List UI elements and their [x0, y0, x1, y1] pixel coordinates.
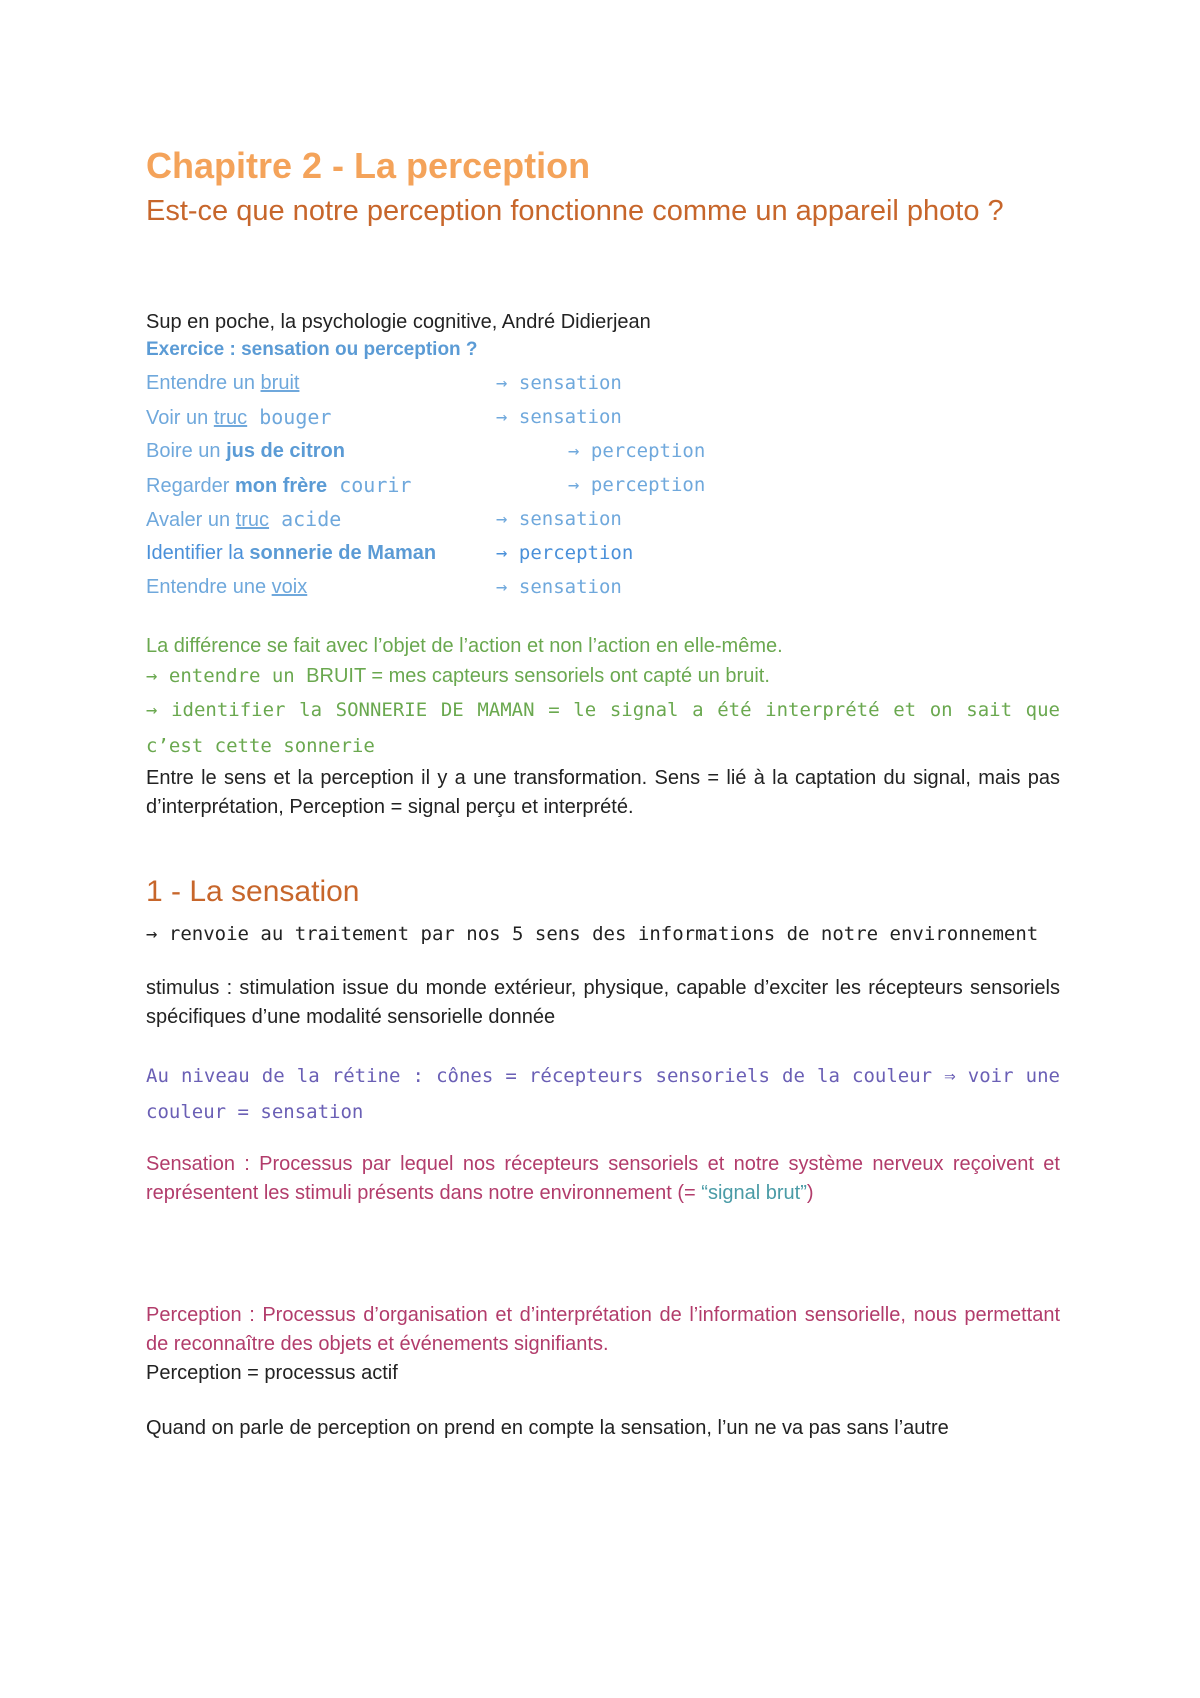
row-object: mon frère: [234, 475, 328, 497]
exercise-title: Exercice : sensation ou perception ?: [146, 339, 478, 360]
exercise-row: [146, 366, 1060, 400]
document-page: [146, 140, 1060, 1439]
difference-example-sonnerie: → identifier la SONNERIE DE MAMAN = le signal a été interprété et on sait que c’est cette sonnerie: [146, 699, 1060, 757]
section-title: 1 - La sensation: [146, 875, 360, 908]
row-suffix: bouger: [247, 405, 332, 429]
exercise-row: [146, 570, 1060, 604]
row-object: truc: [235, 509, 270, 531]
sensation-def-close: ): [806, 1182, 814, 1204]
section-intro: → renvoie au traitement par nos 5 sens des informations de notre environnement: [146, 923, 1039, 945]
exercise-row: [146, 434, 1060, 468]
row-result: → sensation: [496, 372, 622, 394]
exercise-row: [146, 536, 1060, 570]
page-title: Chapitre 2 - La perception: [146, 145, 591, 186]
sensation-definition: [146, 1150, 1060, 1208]
row-object: voix: [271, 576, 308, 598]
exercise-row: [146, 468, 1060, 502]
row-verb: Boire un: [146, 440, 227, 462]
perception-active: Perception = processus actif: [146, 1362, 398, 1384]
row-result: → perception: [568, 474, 706, 496]
row-verb: Regarder: [146, 475, 235, 497]
difference-line: La différence se fait avec l’objet de l’action et non l’action en elle-même.: [146, 635, 783, 657]
row-result: → sensation: [496, 406, 622, 428]
row-verb: Identifier la: [146, 542, 250, 564]
retina-note: Au niveau de la rétine : cônes = récepteurs sensoriels de la couleur ⇒ voir une couleur = sensation: [146, 1065, 1060, 1123]
exercise-row: [146, 400, 1060, 434]
row-result: → sensation: [496, 508, 622, 530]
conclusion-text: Quand on parle de perception on prend en compte la sensation, l’un ne va pas sans l’autre: [146, 1417, 949, 1439]
section-sensation: [146, 872, 1060, 1443]
page-subtitle: Est-ce que notre perception fonctionne comme un appareil photo ?: [146, 195, 1004, 227]
transformation-text: Entre le sens et la perception il y a une transformation. Sens = lié à la captation du signal, mais pas d’interprétation, Perception = signal perçu et interprété.: [146, 767, 1060, 818]
signal-brut-text: “signal brut”: [701, 1182, 807, 1204]
example-text: BRUIT = mes capteurs sensoriels ont capté un bruit.: [306, 665, 770, 687]
stimulus-definition: stimulus : stimulation issue du monde extérieur, physique, capable d’exciter les récepteurs sensoriels spécifiques d’une modalité sensorielle donnée: [146, 977, 1060, 1028]
row-suffix: acide: [269, 507, 342, 531]
row-verb: Entendre une: [146, 576, 272, 598]
exercise-row: [146, 502, 1060, 536]
row-result: → sensation: [496, 576, 622, 598]
row-suffix: courir: [327, 473, 412, 497]
row-result: → perception: [568, 440, 706, 462]
reference-text: Sup en poche, la psychologie cognitive, André Didierjean: [146, 311, 651, 333]
row-object: sonnerie de Maman: [249, 542, 437, 564]
row-object: truc: [213, 407, 248, 429]
row-verb: Entendre un: [146, 372, 261, 394]
row-result: → perception: [496, 542, 634, 564]
sensation-def-text: Sensation : Processus par lequel nos récepteurs sensoriels et notre système nerveux reçoivent et représentent les stimuli présents dans notre environnement (=: [146, 1153, 1060, 1204]
difference-block: [146, 632, 1060, 822]
row-object: jus de citron: [226, 440, 345, 462]
difference-example-bruit: [146, 661, 1060, 692]
perception-definition: Perception : Processus d’organisation et d’interprétation de l’information sensorielle, nous permettant de reconnaître des objets et événements signifiants.: [146, 1304, 1060, 1355]
row-verb: Voir un: [146, 407, 214, 429]
example-prefix: → entendre un: [146, 665, 307, 687]
row-object: bruit: [260, 372, 300, 394]
row-verb: Avaler un: [146, 509, 236, 531]
